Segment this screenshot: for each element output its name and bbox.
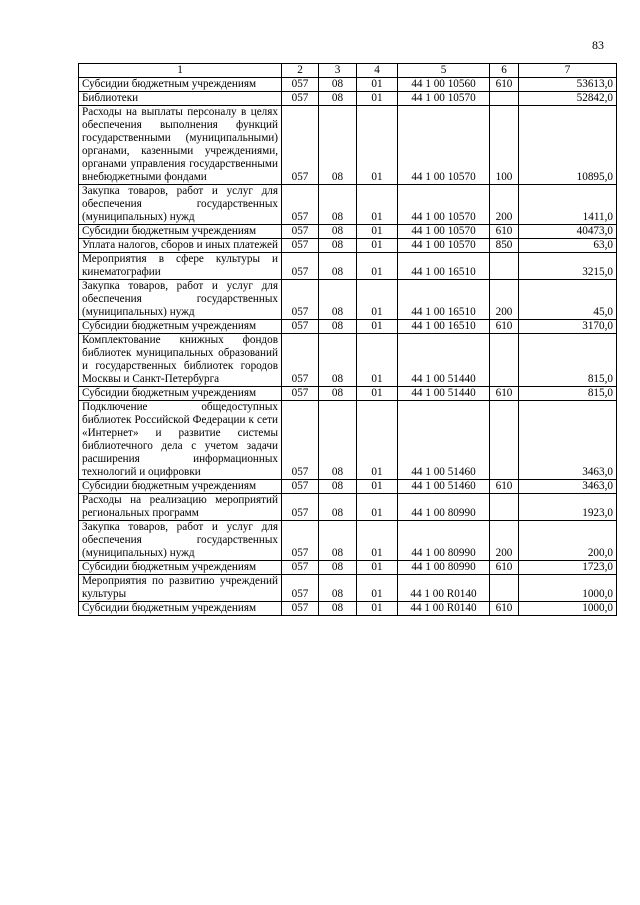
- subsection-cell: 01: [357, 225, 398, 239]
- target-item-cell: 44 1 00 10570: [398, 106, 490, 185]
- amount-cell: 1723,0: [519, 561, 617, 575]
- amount-cell: 63,0: [519, 239, 617, 253]
- table-row: [79, 602, 617, 616]
- target-item-cell: 44 1 00 10570: [398, 185, 490, 225]
- amount-cell: 1411,0: [519, 185, 617, 225]
- ministry-code-cell: 057: [282, 521, 319, 561]
- ministry-code-cell: 057: [282, 387, 319, 401]
- expense-type-cell: [490, 253, 519, 280]
- ministry-code-cell: 057: [282, 253, 319, 280]
- target-item-cell: 44 1 00 51440: [398, 387, 490, 401]
- expense-type-cell: [490, 575, 519, 602]
- expense-type-cell: 610: [490, 387, 519, 401]
- ministry-code-cell: 057: [282, 106, 319, 185]
- table-row: [79, 239, 617, 253]
- subsection-cell: 01: [357, 253, 398, 280]
- section-cell: 08: [319, 320, 357, 334]
- subsection-cell: 01: [357, 521, 398, 561]
- ministry-code-cell: 057: [282, 92, 319, 106]
- target-item-cell: 44 1 00 80990: [398, 561, 490, 575]
- subsection-cell: 01: [357, 106, 398, 185]
- expense-type-cell: 200: [490, 280, 519, 320]
- table-row: [79, 78, 617, 92]
- subsection-cell: 01: [357, 320, 398, 334]
- ministry-code-cell: 057: [282, 401, 319, 480]
- subsection-cell: 01: [357, 401, 398, 480]
- section-cell: 08: [319, 521, 357, 561]
- target-item-cell: 44 1 00 R0140: [398, 602, 490, 616]
- expense-name-cell: Субсидии бюджетным учреждениям: [79, 561, 282, 575]
- expense-type-cell: 100: [490, 106, 519, 185]
- target-item-cell: 44 1 00 16510: [398, 253, 490, 280]
- expense-name-cell: Субсидии бюджетным учреждениям: [79, 602, 282, 616]
- ministry-code-cell: 057: [282, 494, 319, 521]
- section-cell: 08: [319, 480, 357, 494]
- ministry-code-cell: 057: [282, 561, 319, 575]
- subsection-cell: 01: [357, 280, 398, 320]
- table-row: [79, 92, 617, 106]
- amount-cell: 1000,0: [519, 602, 617, 616]
- subsection-cell: 01: [357, 78, 398, 92]
- expense-name-cell: Библиотеки: [79, 92, 282, 106]
- expense-name-cell: Расходы на реализацию мероприятий региональных программ: [79, 494, 282, 521]
- ministry-code-cell: 057: [282, 185, 319, 225]
- amount-cell: 1923,0: [519, 494, 617, 521]
- expense-name-cell: Мероприятия в сфере культуры и кинематографии: [79, 253, 282, 280]
- expense-name-cell: Субсидии бюджетным учреждениям: [79, 387, 282, 401]
- table-row: [79, 401, 617, 480]
- amount-cell: 52842,0: [519, 92, 617, 106]
- amount-cell: 1000,0: [519, 575, 617, 602]
- amount-cell: 3463,0: [519, 401, 617, 480]
- ministry-code-cell: 057: [282, 225, 319, 239]
- expense-name-cell: Комплектование книжных фондов библиотек муниципальных образований и государственных библиотек городов Москвы и Санкт-Петербурга: [79, 334, 282, 387]
- amount-cell: 45,0: [519, 280, 617, 320]
- ministry-code-cell: 057: [282, 280, 319, 320]
- expense-name-cell: Подключение общедоступных библиотек Российской Федерации к сети «Интернет» и развитие системы библиотечного дела с учетом задачи расширения информационных технологий и оцифровки: [79, 401, 282, 480]
- column-header-4: 4: [357, 64, 398, 78]
- column-header-1: 1: [79, 64, 282, 78]
- budget-table: [78, 63, 617, 616]
- ministry-code-cell: 057: [282, 334, 319, 387]
- section-cell: 08: [319, 401, 357, 480]
- table-row: [79, 225, 617, 239]
- section-cell: 08: [319, 78, 357, 92]
- subsection-cell: 01: [357, 561, 398, 575]
- amount-cell: 200,0: [519, 521, 617, 561]
- subsection-cell: 01: [357, 602, 398, 616]
- table-row: [79, 480, 617, 494]
- section-cell: 08: [319, 387, 357, 401]
- amount-cell: 3215,0: [519, 253, 617, 280]
- table-header-row: [79, 64, 617, 78]
- target-item-cell: 44 1 00 80990: [398, 494, 490, 521]
- expense-type-cell: 610: [490, 225, 519, 239]
- expense-type-cell: 610: [490, 602, 519, 616]
- section-cell: 08: [319, 334, 357, 387]
- column-header-7: 7: [519, 64, 617, 78]
- ministry-code-cell: 057: [282, 78, 319, 92]
- table-row: [79, 521, 617, 561]
- amount-cell: 815,0: [519, 334, 617, 387]
- target-item-cell: 44 1 00 51460: [398, 480, 490, 494]
- section-cell: 08: [319, 561, 357, 575]
- ministry-code-cell: 057: [282, 320, 319, 334]
- ministry-code-cell: 057: [282, 575, 319, 602]
- section-cell: 08: [319, 280, 357, 320]
- subsection-cell: 01: [357, 575, 398, 602]
- section-cell: 08: [319, 239, 357, 253]
- subsection-cell: 01: [357, 480, 398, 494]
- subsection-cell: 01: [357, 387, 398, 401]
- ministry-code-cell: 057: [282, 602, 319, 616]
- section-cell: 08: [319, 92, 357, 106]
- table-row: [79, 320, 617, 334]
- table-row: [79, 575, 617, 602]
- target-item-cell: 44 1 00 51440: [398, 334, 490, 387]
- section-cell: 08: [319, 575, 357, 602]
- page-number: 83: [592, 38, 604, 52]
- section-cell: 08: [319, 253, 357, 280]
- amount-cell: 10895,0: [519, 106, 617, 185]
- target-item-cell: 44 1 00 80990: [398, 521, 490, 561]
- amount-cell: 3463,0: [519, 480, 617, 494]
- amount-cell: 40473,0: [519, 225, 617, 239]
- section-cell: 08: [319, 494, 357, 521]
- section-cell: 08: [319, 185, 357, 225]
- expense-type-cell: 200: [490, 521, 519, 561]
- subsection-cell: 01: [357, 334, 398, 387]
- expense-type-cell: 610: [490, 78, 519, 92]
- expense-name-cell: Субсидии бюджетным учреждениям: [79, 225, 282, 239]
- expense-type-cell: [490, 494, 519, 521]
- column-header-5: 5: [398, 64, 490, 78]
- table-row: [79, 387, 617, 401]
- table-row: [79, 494, 617, 521]
- expense-type-cell: 610: [490, 480, 519, 494]
- expense-type-cell: 200: [490, 185, 519, 225]
- target-item-cell: 44 1 00 10570: [398, 92, 490, 106]
- section-cell: 08: [319, 225, 357, 239]
- expense-name-cell: Закупка товаров, работ и услуг для обеспечения государственных (муниципальных) нужд: [79, 280, 282, 320]
- table-row: [79, 561, 617, 575]
- expense-type-cell: 850: [490, 239, 519, 253]
- column-header-6: 6: [490, 64, 519, 78]
- target-item-cell: 44 1 00 10560: [398, 78, 490, 92]
- target-item-cell: 44 1 00 10570: [398, 239, 490, 253]
- target-item-cell: 44 1 00 16510: [398, 280, 490, 320]
- amount-cell: 53613,0: [519, 78, 617, 92]
- amount-cell: 3170,0: [519, 320, 617, 334]
- expense-type-cell: [490, 92, 519, 106]
- expense-name-cell: Уплата налогов, сборов и иных платежей: [79, 239, 282, 253]
- target-item-cell: 44 1 00 16510: [398, 320, 490, 334]
- table-row: [79, 106, 617, 185]
- column-header-2: 2: [282, 64, 319, 78]
- expense-name-cell: Субсидии бюджетным учреждениям: [79, 480, 282, 494]
- section-cell: 08: [319, 106, 357, 185]
- ministry-code-cell: 057: [282, 239, 319, 253]
- ministry-code-cell: 057: [282, 480, 319, 494]
- subsection-cell: 01: [357, 185, 398, 225]
- section-cell: 08: [319, 602, 357, 616]
- table-row: [79, 185, 617, 225]
- expense-type-cell: 610: [490, 561, 519, 575]
- expense-type-cell: [490, 401, 519, 480]
- column-header-3: 3: [319, 64, 357, 78]
- subsection-cell: 01: [357, 494, 398, 521]
- subsection-cell: 01: [357, 239, 398, 253]
- table-row: [79, 334, 617, 387]
- expense-name-cell: Закупка товаров, работ и услуг для обеспечения государственных (муниципальных) нужд: [79, 521, 282, 561]
- expense-name-cell: Субсидии бюджетным учреждениям: [79, 78, 282, 92]
- target-item-cell: 44 1 00 10570: [398, 225, 490, 239]
- table-row: [79, 253, 617, 280]
- expense-type-cell: [490, 334, 519, 387]
- target-item-cell: 44 1 00 51460: [398, 401, 490, 480]
- expense-name-cell: Расходы на выплаты персоналу в целях обеспечения выполнения функций государственными (муниципальными) органами, казенными учреждениями, органами управления государственными внебюджетными фондами: [79, 106, 282, 185]
- subsection-cell: 01: [357, 92, 398, 106]
- expense-type-cell: 610: [490, 320, 519, 334]
- amount-cell: 815,0: [519, 387, 617, 401]
- expense-name-cell: Мероприятия по развитию учреждений культуры: [79, 575, 282, 602]
- table-row: [79, 280, 617, 320]
- expense-name-cell: Закупка товаров, работ и услуг для обеспечения государственных (муниципальных) нужд: [79, 185, 282, 225]
- expense-name-cell: Субсидии бюджетным учреждениям: [79, 320, 282, 334]
- target-item-cell: 44 1 00 R0140: [398, 575, 490, 602]
